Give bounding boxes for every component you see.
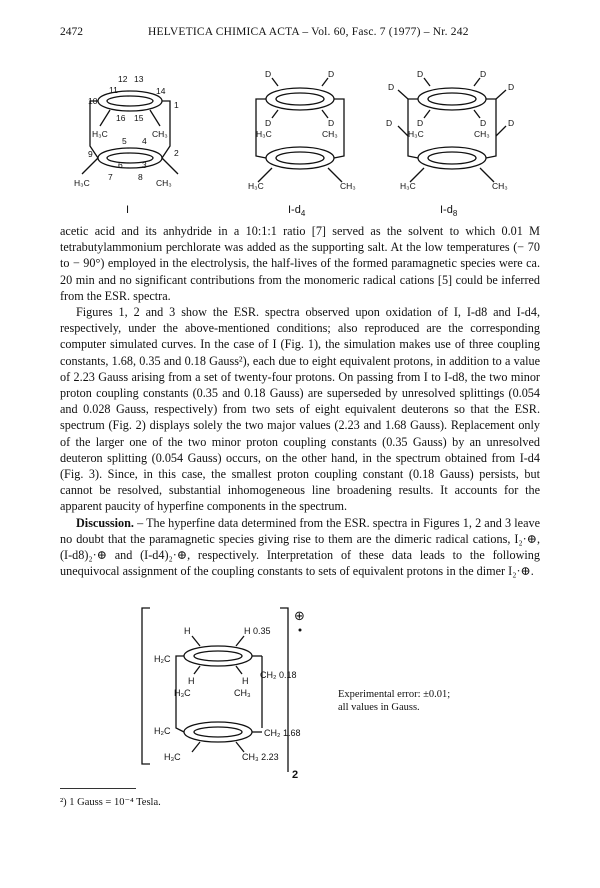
dimer-h2c-lower: H₂C xyxy=(154,726,171,736)
svg-text:H₃C: H₃C xyxy=(248,181,264,191)
svg-text:D: D xyxy=(508,118,515,128)
svg-text:6: 6 xyxy=(118,160,123,170)
svg-text:H₃C: H₃C xyxy=(408,129,424,139)
structure-figures xyxy=(60,46,540,221)
svg-text:CH₃: CH₃ xyxy=(152,129,168,139)
compound-label-I-d8: $I-d_8$ xyxy=(440,204,458,219)
dimer-ch2-018-label: CH₂ 0.18 xyxy=(260,670,297,680)
dimer-h3c-outer: H₃C xyxy=(164,752,181,762)
svg-text:CH₃: CH₃ xyxy=(340,181,356,191)
dimer-ch3-223-label: CH₃ 2.23 xyxy=(242,752,279,762)
structure-I-d4-labels xyxy=(248,69,356,191)
dimer-h-inner-right: H xyxy=(242,676,249,686)
svg-text:D: D xyxy=(417,118,424,128)
svg-text:D: D xyxy=(386,118,393,128)
svg-text:3: 3 xyxy=(142,160,147,170)
svg-text:4: 4 xyxy=(142,136,147,146)
svg-text:14: 14 xyxy=(156,86,166,96)
dimer-h-left: H xyxy=(184,626,191,636)
journal-title: HELVETICA CHIMICA ACTA – Vol. 60, Fasc. 7 (1977) – Nr. 242 xyxy=(148,26,469,38)
svg-text:CH₃: CH₃ xyxy=(492,181,508,191)
svg-text:10: 10 xyxy=(88,96,98,106)
paragraph-discussion xyxy=(60,515,540,580)
svg-text:8: 8 xyxy=(138,172,143,182)
svg-text:D: D xyxy=(328,118,335,128)
dimer-structure-svg xyxy=(130,604,320,784)
dimer-h2c-upper: H₂C xyxy=(154,654,171,664)
dimer-labels xyxy=(154,608,305,781)
note-line-1: Experimental error: ±0.01; xyxy=(338,689,451,700)
article-body xyxy=(60,223,540,579)
compound-label-I-d4: $I-d_4$ xyxy=(288,204,306,219)
experimental-error-note xyxy=(338,688,450,714)
svg-text:D: D xyxy=(265,118,272,128)
note-line-2: all values in Gauss. xyxy=(338,702,420,713)
svg-text:H₃C: H₃C xyxy=(400,181,416,191)
svg-text:D: D xyxy=(480,118,487,128)
svg-text:H₃C: H₃C xyxy=(92,129,108,139)
dimer-h-inner-left: H xyxy=(188,676,195,686)
dimer-structure xyxy=(130,604,320,784)
page-number: 2472 xyxy=(60,26,83,38)
svg-text:9: 9 xyxy=(88,149,93,159)
paragraph-solvent: acetic acid and its anhydride in a 10:1:1 ratio [7] served as the solvent to which 0.01 M tetrabutylammonium perchlorate was added as the supporting salt. At the low temperatures (− 70 to − 90°) employed in the electrolysis, the half-lives of the formed paramagnetic species were ca. 20 min and no significant contributions from the monomeric radical cations [5] could be inferred from the ESR. spectra. xyxy=(60,224,540,303)
svg-text:H₃C: H₃C xyxy=(256,129,272,139)
svg-text:11: 11 xyxy=(109,85,118,95)
dimer-ch2-168-label: CH₂ 1.68 xyxy=(264,728,301,738)
svg-text:D: D xyxy=(265,69,272,79)
svg-text:CH₃: CH₃ xyxy=(156,178,172,188)
dimer-subscript-2: 2 xyxy=(292,769,299,781)
dimer-ch3-inner: CH₃ xyxy=(234,688,251,698)
compound-label-I: I xyxy=(126,204,130,216)
dimer-h035-label: H 0.35 xyxy=(244,626,271,636)
paragraph-esr-spectra: Figures 1, 2 and 3 show the ESR. spectra observed upon oxidation of I, I-d8 and I-d4, respectively, under the above-mentioned conditions; also reproduced are the corresponding computer simulated curves. In the case of I (Fig. 1), the simulation makes use of three coupling constants, 1.68, 0.35 and 0.18 Gauss²), each due to eight equivalent protons, in addition to a value of 2.23 Gauss arising from a set of twenty-four protons. On passing from I to I-d8, the two minor proton coupling constants (0.35 and 0.18 Gauss) are superseded by unresolved splittings (0.054 and 0.028 Gauss, respectively) from two sets of eight equivalent deuterons so that the ESR. spectrum (Fig. 2) displays solely the two major values (2.23 and 1.68 Gauss). Replacement only of the larger one of the two minor proton coupling constants (0.35 Gauss) by an unresolved deuteron splitting (0.054 Gauss) occurs, on the other hand, in the spectrum obtained from I-d4 (Fig. 3). Since, in this case, the smallest proton coupling constant (0.18 Gauss) persists, but cannot be resolved, substantial inhomogeneous line broadening results. It accounts for the apparent paucity of hyperfine components in the spectrum. xyxy=(60,305,540,514)
svg-text:12: 12 xyxy=(118,74,128,84)
svg-text:2: 2 xyxy=(174,148,179,158)
footnote: ²) 1 Gauss = 10⁻⁴ Tesla. xyxy=(60,797,161,808)
svg-text:5: 5 xyxy=(122,136,127,146)
svg-text:D: D xyxy=(417,69,424,79)
cyclophane-structures-svg xyxy=(60,46,540,221)
svg-text:7: 7 xyxy=(108,172,113,182)
dimer-radical-dot xyxy=(299,629,302,632)
svg-text:D: D xyxy=(328,69,335,79)
svg-text:H₃C: H₃C xyxy=(74,178,90,188)
structure-I-d8-labels xyxy=(386,69,514,191)
svg-text:D: D xyxy=(480,69,487,79)
svg-text:CH₃: CH₃ xyxy=(322,129,338,139)
discussion-heading: Discussion. xyxy=(76,515,134,530)
svg-text:1: 1 xyxy=(174,100,179,110)
svg-text:CH₃: CH₃ xyxy=(474,129,490,139)
svg-text:D: D xyxy=(388,82,395,92)
dimer-charge: ⊕ xyxy=(294,608,305,623)
discussion-text: – The hyperfine data determined from the ESR. spectra in Figures 1, 2 and 3 leave no doubt that the paramagnetic species giving rise to them are the dimeric radical cations, I₂·⊕, (I-d8)₂·⊕ and (I-d4)₂·⊕, respectively. Interpretation of these data leads to the following unequivocal assignment of the coupling constants to sets of equivalent protons in the dimer I₂·⊕. xyxy=(60,515,540,579)
dimer-h3c-inner: H₃C xyxy=(174,688,191,698)
svg-text:D: D xyxy=(508,82,515,92)
footnote-rule xyxy=(60,788,136,789)
svg-text:13: 13 xyxy=(134,74,144,84)
svg-text:15: 15 xyxy=(134,113,144,123)
svg-text:16: 16 xyxy=(116,113,126,123)
